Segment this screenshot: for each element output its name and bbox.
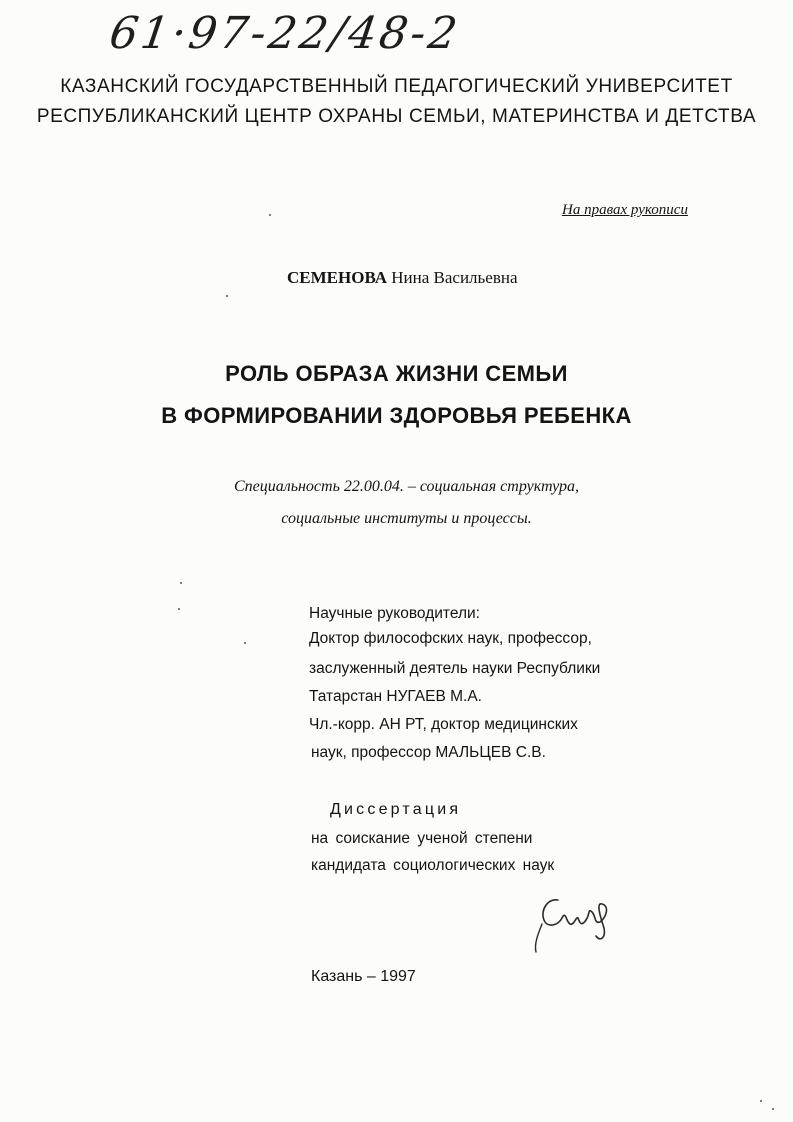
scan-speck <box>244 642 246 644</box>
thesis-title-line-1: РОЛЬ ОБРАЗА ЖИЗНИ СЕМЬИ <box>225 361 568 386</box>
specialty-line-2: социальные институты и процессы. <box>281 510 532 527</box>
supervisors-heading: Научные руководители: <box>309 605 480 622</box>
thesis-title-line-2: В ФОРМИРОВАНИИ ЗДОРОВЬЯ РЕБЕНКА <box>161 403 632 428</box>
institution-line-1: КАЗАНСКИЙ ГОСУДАРСТВЕННЫЙ ПЕДАГОГИЧЕСКИЙ УНИВЕРСИТЕТ <box>60 76 733 97</box>
signature-scribble <box>530 888 625 963</box>
specialty-line-1: Специальность 22.00.04. – социальная структура, <box>233 478 580 495</box>
scan-speck <box>226 295 228 297</box>
institution-line-2: РЕСПУБЛИКАНСКИЙ ЦЕНТР ОХРАНЫ СЕМЬИ, МАТЕРИНСТВА И ДЕТСТВА <box>36 106 757 127</box>
supervisor-line: наук, профессор МАЛЬЦЕВ С.В. <box>311 744 546 761</box>
scan-speck <box>269 214 271 216</box>
author-surname: СЕМЕНОВА <box>287 268 387 287</box>
dissertation-heading: Диссертация <box>330 801 462 818</box>
manuscript-rights-note: На правах рукописи <box>562 202 688 218</box>
supervisor-line: заслуженный деятель науки Республики <box>309 660 601 677</box>
handwritten-archive-code: 61·97-22/48-2 <box>106 8 464 59</box>
degree-line-2: кандидата социологических наук <box>311 857 555 874</box>
supervisor-line: Чл.-корр. АН РТ, доктор медицинских <box>309 716 578 733</box>
author-name <box>287 268 518 288</box>
degree-line-1: на соискание ученой степени <box>311 830 533 847</box>
scan-speck <box>180 582 182 584</box>
place-and-year: Казань – 1997 <box>311 968 416 985</box>
scan-speck <box>760 1100 762 1102</box>
scan-speck <box>772 1108 774 1110</box>
supervisor-line: Татарстан НУГАЕВ М.А. <box>309 688 482 705</box>
supervisor-line: Доктор философских наук, профессор, <box>309 630 592 647</box>
author-given-names: Нина Васильевна <box>391 268 518 287</box>
scan-speck <box>178 608 180 610</box>
